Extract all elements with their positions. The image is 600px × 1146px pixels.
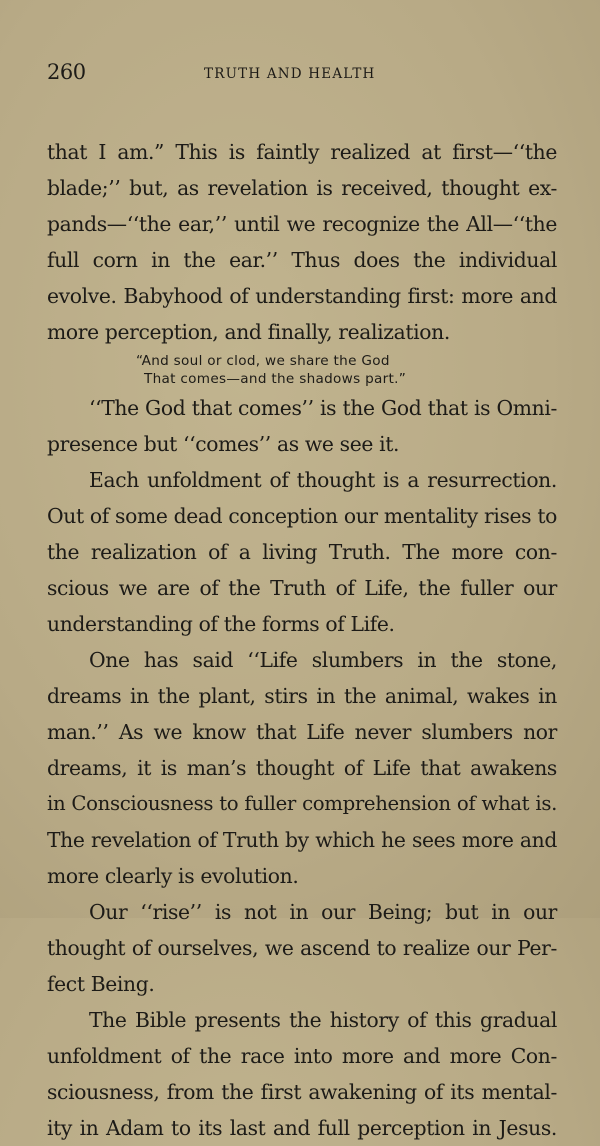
text-line: more clearly is evolution. <box>47 864 299 888</box>
text-line: pands—‘‘the ear,’’ until we recognize the All—‘‘the <box>47 212 557 236</box>
verse-quote <box>47 352 557 388</box>
page-header <box>47 60 557 88</box>
text-line: Each unfoldment of thought is a resurrection. <box>89 468 557 492</box>
text-line: full corn in the ear.’’ Thus does the individual <box>47 248 557 272</box>
text-line: ity in Adam to its last and full perception in Jesus. <box>47 1116 557 1140</box>
running-head: TRUTH AND HEALTH <box>204 66 376 82</box>
quote-line: “And soul or clod, we share the God <box>136 353 390 369</box>
text-line: more perception, and finally, realization. <box>47 320 450 344</box>
text-line: evolve. Babyhood of understanding first: more and <box>47 284 557 308</box>
page-body <box>47 134 557 1146</box>
text-line: The revelation of Truth by which he sees more and <box>47 828 557 852</box>
text-line: man.’’ As we know that Life never slumbers nor <box>47 720 557 744</box>
text-line: presence but ‘‘comes’’ as we see it. <box>47 432 400 456</box>
page-number: 260 <box>47 60 86 84</box>
text-line: sciousness, from the first awakening of its mental- <box>47 1080 557 1104</box>
text-line: dreams in the plant, stirs in the animal, wakes in <box>47 684 557 708</box>
text-line: understanding of the forms of Life. <box>47 612 395 636</box>
text-line: fect Being. <box>47 972 155 996</box>
text-line: that I am.” This is faintly realized at first—‘‘the <box>47 140 557 164</box>
text-line: the realization of a living Truth. The more con- <box>47 540 557 564</box>
text-line: The Bible presents the history of this gradual <box>89 1008 557 1032</box>
text-line: in Consciousness to fuller comprehension of what is. <box>47 792 557 815</box>
quote-line: That comes—and the shadows part.” <box>144 371 407 387</box>
text-line: thought of ourselves, we ascend to realize our Per- <box>47 936 557 960</box>
text-line: blade;’’ but, as revelation is received, thought ex- <box>47 176 557 200</box>
text-line: unfoldment of the race into more and more Con- <box>47 1044 557 1068</box>
text-line: scious we are of the Truth of Life, the fuller our <box>47 576 557 600</box>
text-line: Out of some dead conception our mentality rises to <box>47 504 557 528</box>
text-line: ‘‘The God that comes’’ is the God that is Omni- <box>89 396 557 420</box>
text-line: One has said ‘‘Life slumbers in the stone, <box>89 648 557 672</box>
text-line: Our ‘‘rise’’ is not in our Being; but in our <box>89 900 557 924</box>
text-line: dreams, it is man’s thought of Life that awakens <box>47 756 557 780</box>
